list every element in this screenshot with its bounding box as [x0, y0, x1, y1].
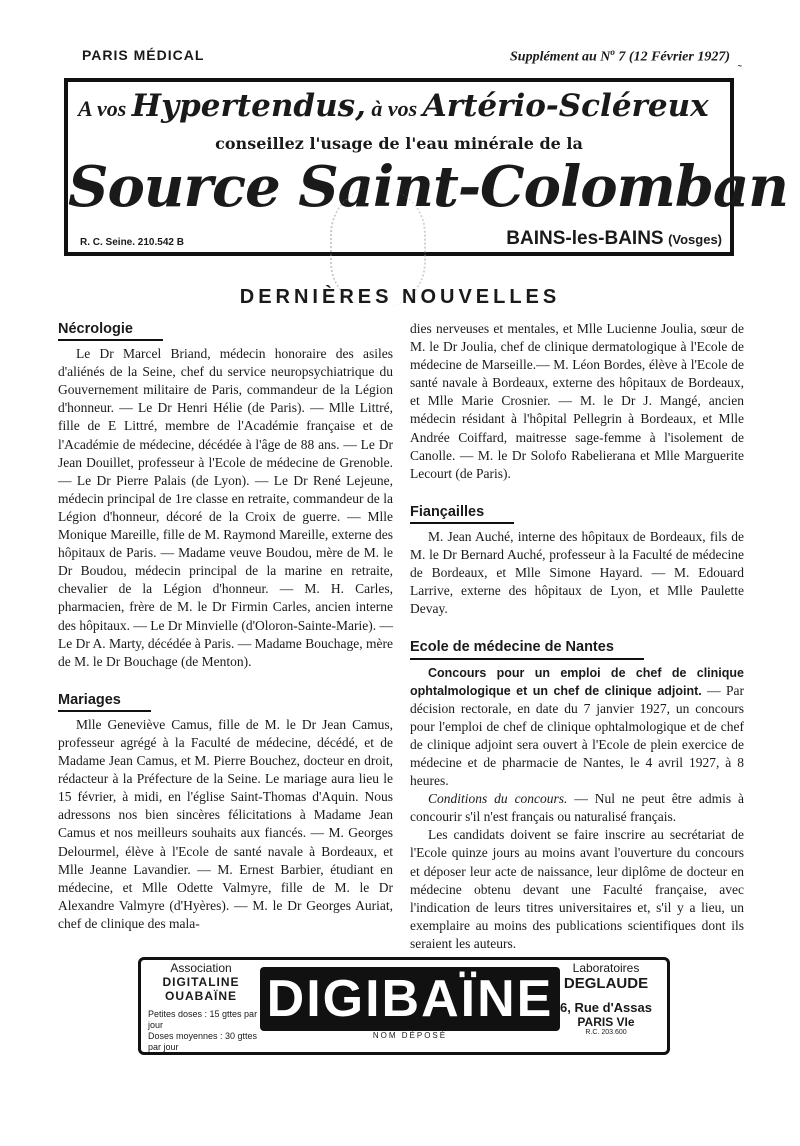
- left-column: [58, 320, 393, 953]
- section-mariages-cont: [410, 320, 744, 483]
- necrologie-heading: Nécrologie: [58, 320, 163, 341]
- issue-suffix: 7 (12 Février 1927): [614, 49, 730, 65]
- section-necrologie: [58, 320, 393, 671]
- dose-medium: Doses moyennes : 30 gttes par jour: [148, 1031, 258, 1052]
- section-ecole-nantes: [410, 638, 744, 953]
- ad-headline-a: A vos: [78, 96, 132, 121]
- labo-label: Laboratoires: [572, 961, 640, 975]
- ad-brand-digibaine: DIGIBAÏNE: [260, 967, 560, 1031]
- ad-brand: Source Saint-Colomban: [68, 154, 789, 220]
- labo-address: 6, Rue d'Assas: [560, 1000, 652, 1015]
- ad-location-town: BAINS-les-BAINS: [506, 228, 664, 249]
- ad-association: [146, 961, 256, 1003]
- mariages-heading: Mariages: [58, 691, 151, 712]
- dose-small: Petites doses : 15 gttes par jour: [148, 1009, 258, 1030]
- ecole-nantes-p1-text: — Par décision rectorale, en date du 7 janvier 1927, un concours pour l'emploi de chef de clinique ophtalmologique et de chef de clinique adjoint sera ouvert à l'Ecole de plein exercice de médecine et de pharmacie de Nantes, le 4 avril 1927, à 8 heures.: [410, 682, 744, 789]
- ad-subline: conseillez l'usage de l'eau minérale de la: [215, 134, 583, 153]
- section-mariages: [58, 691, 393, 933]
- necrologie-text: Le Dr Marcel Briand, médecin honoraire des asiles d'aliénés de la Seine, chef du service neuropsychiatrique du Gouvernement militaire de Paris, commandeur de la Légion d'honneur. — Le Dr Henri Hélie (de Paris). — Mlle Littré, fille de E Littré, membre de l'Académie française et de l'Académie de médecine, décédée à l'âge de 88 ans. — Le Dr Jean Douillet, professeur à l'Ecole de médecine de Grenoble. — Le Dr Pierre Palais (de Lyon). — Le Dr René Lejeune, médecin principal de 1re classe en retraite, commandeur de la Légion d'honneur, décoré de la Croix de guerre. — Mlle Monique Mareille, fille de M. Raymond Mareille, externe des hôpitaux de Paris. — Madame veuve Boudou, mère de M. le Dr Boudou, médecin principal de la marine en retraite, chevalier de la Légion d'honneur. — M. H. Carles, pharmacien, frère de M. le Dr Firmin Carles, ancien interne des hôpitaux. — Le Dr Minvielle (d'Oloron-Sainte-Marie). — Le Dr A. Marty, décédée à Paris. — Madame Bouchage, mère de M. le Dr Bouchage (de Menton).: [58, 346, 393, 669]
- mariages-text-part2: dies nerveuses et mentales, et Mlle Lucienne Joulia, sœur de M. le Dr Joulia, chef de clinique dermatologique à l'Ecole de médecine de Marseille.— M. Léon Bordes, élève à l'Ecole de santé navale à Bordeaux, externe des hôpitaux de Bordeaux, et Mlle Marie Crosnier. — M. le Dr J. Mangé, ancien médecin résidant à l'hôpital Pellegrin à Bordeaux, et Mlle Andrée Coiffard, maitresse sage-femme à l'isolement de Canolle. — M. le Dr Solofo Rabelierana et Mlle Marguerite Lecourt (de Paris).: [410, 321, 744, 481]
- journal-name: PARIS MÉDICAL: [82, 47, 205, 63]
- ecole-nantes-intro: Concours pour un emploi de chef de clinique ophtalmologique et un chef de clinique adjoint.: [410, 665, 744, 698]
- ecole-nantes-p1: [410, 664, 744, 791]
- labo-city: PARIS VIe: [577, 1015, 635, 1029]
- assoc-label: Association: [170, 961, 232, 975]
- ad-location: [506, 228, 722, 250]
- ad-nom-depose: NOM DÉPOSÉ: [372, 1031, 448, 1040]
- issue-info: [510, 47, 730, 66]
- corner-mark: ˷: [737, 52, 742, 67]
- fiancailles-heading: Fiançailles: [410, 503, 514, 524]
- ecole-nantes-p2: [410, 790, 744, 826]
- labo-registration: R.C. 203.600: [585, 1029, 627, 1036]
- ad-headline: [78, 88, 709, 124]
- section-fiancailles: [410, 503, 744, 619]
- ecole-nantes-p2-label: Conditions du concours.: [428, 791, 568, 807]
- digibaine-advertisement: [138, 957, 670, 1055]
- ad-headline-b: Hypertendus,: [131, 88, 366, 124]
- ad-laboratory: [550, 961, 662, 1036]
- ad-location-region: (Vosges): [668, 232, 722, 247]
- ecole-nantes-p2-text: — Nul ne peut être admis à concourir s'il n'est français ou naturalisé français.: [410, 791, 744, 825]
- issue-sup: o: [610, 47, 615, 57]
- issue-prefix: Supplément au N: [510, 49, 611, 65]
- ecole-nantes-p3: Les candidats doivent se faire inscrire au secrétariat de l'Ecole quinze jours au moins avant l'ouverture du concours et déposer leur acte de naissance, leur diplôme de docteur en médecine obtenu devant une Faculté française, avec l'indication de leurs titres universitaires et, s'il y a lieu, un exemplaire au moins des publications scientifiques dont ils seraient les auteurs.: [410, 827, 744, 951]
- fiancailles-text: M. Jean Auché, interne des hôpitaux de Bordeaux, fils de M. le Dr Bernard Auché, professeur à la Faculté de médecine de Bordeaux, et Mlle Simone Hayard. — M. Edouard Larrive, externe des hôpitaux de Lyon, et Mlle Paulette Devay.: [410, 528, 744, 617]
- mariages-text-part1: Mlle Geneviève Camus, fille de M. le Dr Jean Camus, professeur agrégé à la Faculté de médecine, décédé, et de Madame Jean Camus, et M. Pierre Bouchez, docteur en droit, rédacteur à la Préfecture de la Seine. Le mariage aura lieu le 15 février, à midi, en l'église Saint-Thomas d'Aquin. Nous adressons nos bien sincères félicitations à Madame Jean Camus et nos meilleurs souhaits aux fiancés. — M. Georges Delourmel, élève à l'Ecole de santé navale à Bordeaux, et Mlle Jeanne Lavandier. — M. Ernest Barbier, étudiant en médecine, et Mlle Odette Valmyre, fille de M. le Dr Alexandre Valmyre (d'Hyères). — M. le Dr Georges Auriat, chef de clinique des mala-: [58, 716, 393, 931]
- labo-name: DEGLAUDE: [563, 975, 649, 992]
- ad-doses: [148, 1009, 268, 1053]
- assoc-digitaline: DIGITALINE: [162, 975, 240, 989]
- right-column: [410, 320, 744, 973]
- page-title: DERNIÈRES NOUVELLES: [239, 286, 561, 308]
- ad-headline-d: Artério-Scléreux: [422, 88, 709, 124]
- ecole-nantes-heading: Ecole de médecine de Nantes: [410, 638, 644, 659]
- ad-registration: R. C. Seine. 210.542 B: [80, 237, 184, 248]
- assoc-ouabaine: OUABAÏNE: [164, 989, 237, 1003]
- ad-headline-c: à vos: [365, 96, 423, 121]
